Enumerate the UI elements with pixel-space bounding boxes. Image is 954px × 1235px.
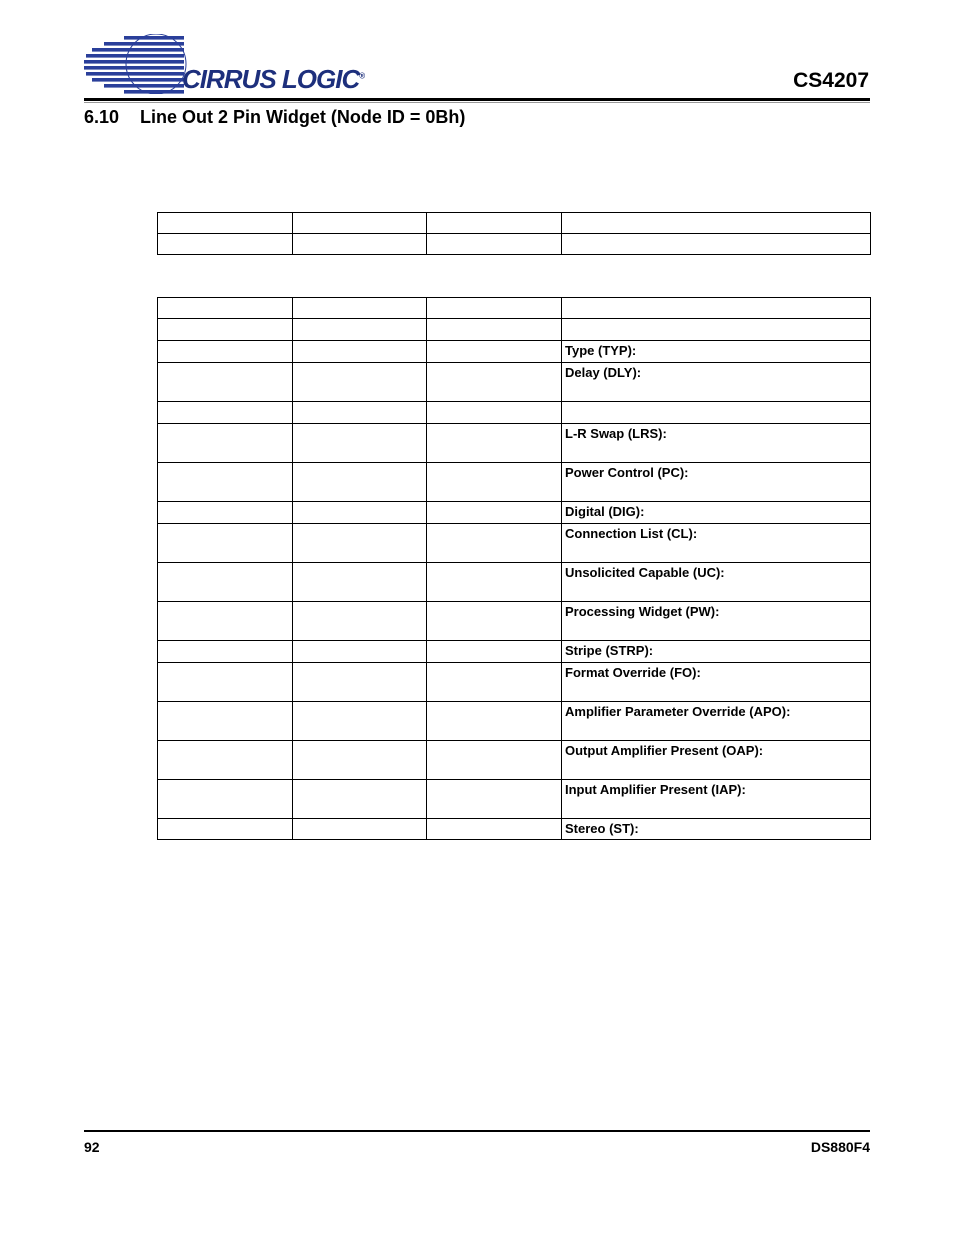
table-row (158, 819, 871, 840)
table-cell (562, 319, 871, 341)
table-cell (293, 741, 427, 780)
table-cell (293, 602, 427, 641)
logo-stripe (92, 78, 184, 82)
table-cell (427, 341, 562, 363)
table-cell (158, 234, 293, 255)
register-table-2 (157, 297, 871, 840)
table-cell (158, 363, 293, 402)
table-cell (158, 524, 293, 563)
table-cell (293, 298, 427, 319)
table-cell (427, 424, 562, 463)
table-cell: Format Override (FO): (562, 663, 871, 702)
table-row (158, 463, 871, 502)
table-cell (158, 563, 293, 602)
table-cell (158, 602, 293, 641)
table-cell (427, 819, 562, 840)
table-cell (427, 702, 562, 741)
table-row (158, 424, 871, 463)
register-table-1 (157, 212, 871, 255)
section-heading: Line Out 2 Pin Widget (Node ID = 0Bh) (140, 107, 466, 127)
table-row (158, 524, 871, 563)
table-cell: Output Amplifier Present (OAP): (562, 741, 871, 780)
brand-name: CIRRUS LOGIC® (182, 64, 365, 94)
table-cell (293, 463, 427, 502)
table-cell: Power Control (PC): (562, 463, 871, 502)
footer-rule (84, 1130, 870, 1132)
table-cell (158, 663, 293, 702)
logo-stripe (124, 36, 184, 40)
table-cell (293, 702, 427, 741)
table-cell (158, 741, 293, 780)
header-rule-shadow (84, 102, 870, 103)
table-cell (158, 502, 293, 524)
table-cell (427, 319, 562, 341)
table-cell (427, 213, 562, 234)
table-row (158, 234, 871, 255)
table-cell (293, 563, 427, 602)
table-cell (158, 298, 293, 319)
logo-stripe (104, 42, 184, 46)
table-cell (158, 819, 293, 840)
table-cell (562, 213, 871, 234)
table-cell (293, 524, 427, 563)
table-row (158, 780, 871, 819)
logo-stripe (124, 90, 184, 94)
table-cell (427, 234, 562, 255)
table-cell (158, 641, 293, 663)
table-cell (293, 234, 427, 255)
table-cell (427, 741, 562, 780)
table-cell (293, 341, 427, 363)
table-cell (293, 663, 427, 702)
table-cell (427, 363, 562, 402)
table-cell (158, 402, 293, 424)
table-row (158, 741, 871, 780)
header-rule (84, 98, 870, 101)
table-cell (293, 402, 427, 424)
logo-stripe (86, 72, 184, 76)
table-cell (293, 424, 427, 463)
table-row (158, 298, 871, 319)
table-cell: Connection List (CL): (562, 524, 871, 563)
table-cell (158, 702, 293, 741)
table-row (158, 663, 871, 702)
table-cell: Type (TYP): (562, 341, 871, 363)
table-row (158, 602, 871, 641)
table-cell (562, 234, 871, 255)
logo-stripe (104, 84, 184, 88)
table-row (158, 213, 871, 234)
logo-stripe (84, 66, 184, 70)
page-number: 92 (84, 1139, 100, 1155)
table-cell (293, 213, 427, 234)
table-cell: Digital (DIG): (562, 502, 871, 524)
table-cell (427, 641, 562, 663)
logo-stripe (92, 48, 184, 52)
table-row (158, 563, 871, 602)
table-cell (427, 524, 562, 563)
table-cell (158, 319, 293, 341)
table-cell (158, 424, 293, 463)
table-row (158, 363, 871, 402)
table-cell (158, 463, 293, 502)
table-cell: Unsolicited Capable (UC): (562, 563, 871, 602)
table-cell (427, 780, 562, 819)
table-cell: L-R Swap (LRS): (562, 424, 871, 463)
table-cell (293, 641, 427, 663)
section-title (84, 107, 465, 128)
table-cell: Stripe (STRP): (562, 641, 871, 663)
table-cell: Input Amplifier Present (IAP): (562, 780, 871, 819)
table-cell (293, 319, 427, 341)
logo-stripe (84, 60, 184, 64)
table-cell: Processing Widget (PW): (562, 602, 871, 641)
table-cell: Delay (DLY): (562, 363, 871, 402)
table-cell (427, 298, 562, 319)
table-cell: Stereo (ST): (562, 819, 871, 840)
document-code: DS880F4 (810, 1139, 870, 1155)
table-cell (427, 602, 562, 641)
table-cell (293, 502, 427, 524)
table-cell (562, 298, 871, 319)
table-cell (158, 341, 293, 363)
document-id: CS4207 (793, 69, 869, 92)
table-row (158, 641, 871, 663)
logo-stripe (86, 54, 184, 58)
table-cell: Amplifier Parameter Override (APO): (562, 702, 871, 741)
table-row (158, 319, 871, 341)
table-cell (427, 502, 562, 524)
table-cell (158, 780, 293, 819)
table-row (158, 702, 871, 741)
table-row (158, 402, 871, 424)
table-cell (158, 213, 293, 234)
table-row (158, 341, 871, 363)
table-cell (293, 819, 427, 840)
section-number: 6.10 (84, 107, 120, 127)
table-cell (427, 663, 562, 702)
table-cell (427, 402, 562, 424)
table-cell (427, 463, 562, 502)
table-cell (562, 402, 871, 424)
table-cell (427, 563, 562, 602)
table-row (158, 502, 871, 524)
table-cell (293, 363, 427, 402)
table-cell (293, 780, 427, 819)
